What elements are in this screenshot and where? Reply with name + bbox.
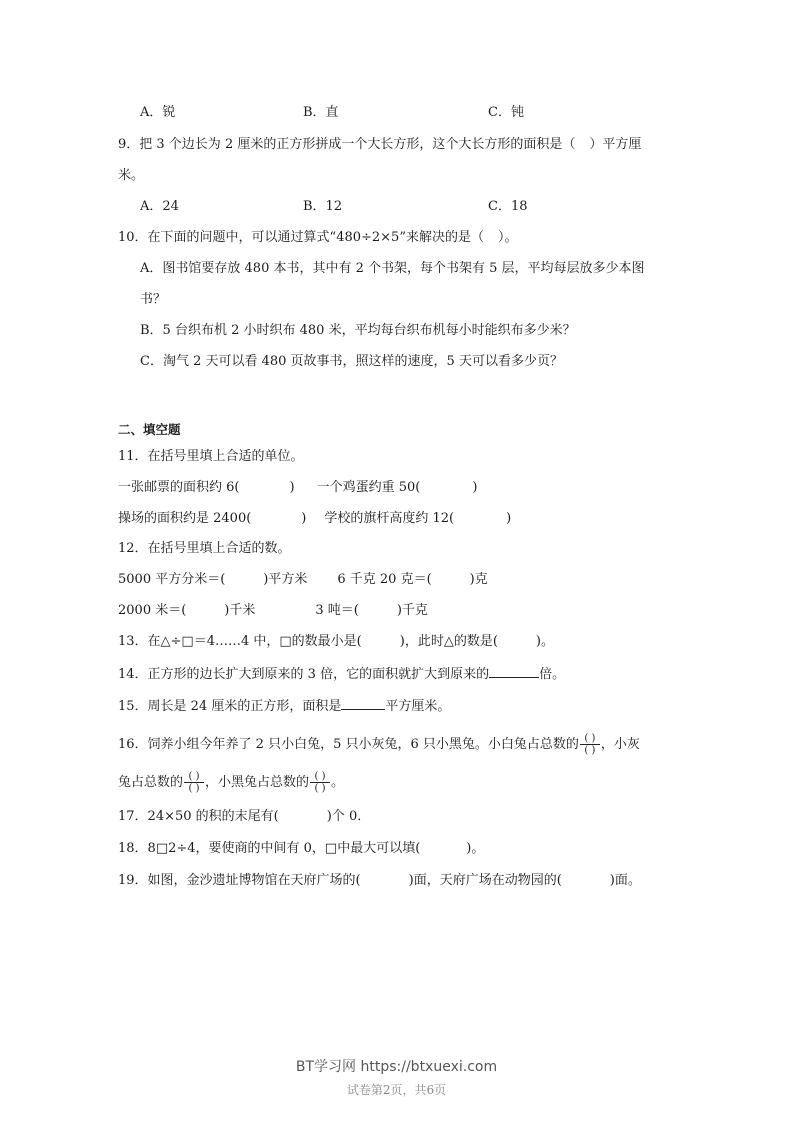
fraction-blank: $\frac{( )}{( )}$: [184, 771, 204, 794]
q11-row2: 操场的面积约是 2400( ) 学校的旗杆高度约 12( ): [118, 511, 512, 526]
q18: 18．8□2÷4，要使商的中间有 0，□中最大可以填( )。: [118, 841, 485, 856]
q19: 19．如图，金沙遗址博物馆在天府广场的( )面，天府广场在动物园的( )面。: [118, 873, 641, 888]
q10-option-a: A．图书馆要存放 480 本书，其中有 2 个书架，每个书架有 5 层，平均每层放多少本图: [140, 261, 645, 276]
q10-option-a-cont: 书？: [140, 292, 167, 307]
q9-option-c: C．18: [488, 199, 528, 214]
q9-stem: 9．把 3 个边长为 2 厘米的正方形拼成一个大长方形，这个大长方形的面积是（ ）平方厘: [118, 137, 642, 152]
fraction-blank: $\frac{( )}{( )}$: [310, 771, 330, 794]
q11-stem: 11．在括号里填上合适的单位。: [118, 449, 304, 464]
q12-row1: 5000 平方分米＝( )平方米 6 千克 20 克＝( )克: [118, 572, 488, 587]
q16: 16．饲养小组今年养了 2 只小白兔，5 只小灰兔，6 只小黑兔。小白兔占总数的 $\frac{( )}{( )}$ ，小灰: [118, 733, 640, 756]
q13: 13．在△÷□＝4……4 中，□的数最小是( )，此时△的数是( )。: [118, 634, 554, 649]
q11-row1: 一张邮票的面积约 6( ) 一个鸡蛋约重 50( ): [118, 480, 478, 495]
q10-stem: 10．在下面的问题中，可以通过算式“480÷2×5”来解决的是（ ）。: [118, 230, 518, 245]
page-number: 试卷第2页，共6页: [346, 1083, 447, 1097]
q8-option-a: A．锐: [140, 105, 176, 120]
q15: 15．周长是 24 厘米的正方形，面积是 平方厘米。: [118, 696, 450, 716]
q12-stem: 12．在括号里填上合适的数。: [118, 541, 291, 556]
q8-option-b: B．直: [303, 105, 339, 120]
watermark: BT学习网 https://btxuexi.com: [295, 1059, 498, 1075]
q14: 14．正方形的边长扩大到原来的 3 倍，它的面积就扩大到原来的 倍。: [118, 664, 565, 684]
q9-stem-cont: 米。: [118, 168, 145, 183]
q12-row2: 2000 米＝( )千米 3 吨＝( )千克: [118, 603, 428, 618]
section-heading: 二、填空题: [118, 422, 181, 437]
q9-option-b: B．12: [303, 199, 343, 214]
fraction-blank: $\frac{( )}{( )}$: [580, 733, 600, 756]
q10-option-b: B．5 台织布机 2 小时织布 480 米，平均每台织布机每小时能织布多少米？: [140, 323, 576, 338]
q9-option-a: A．24: [140, 199, 179, 214]
q8-option-c: C．钝: [488, 105, 524, 120]
q17: 17．24×50 的积的末尾有( )个 0．: [118, 809, 371, 824]
q16-cont: 兔占总数的 $\frac{( )}{( )}$ ，小黑兔占总数的 $\frac{( )}{( )}$ 。: [118, 771, 345, 794]
q10-option-c: C．淘气 2 天可以看 480 页故事书，照这样的速度，5 天可以看多少页？: [140, 354, 563, 369]
